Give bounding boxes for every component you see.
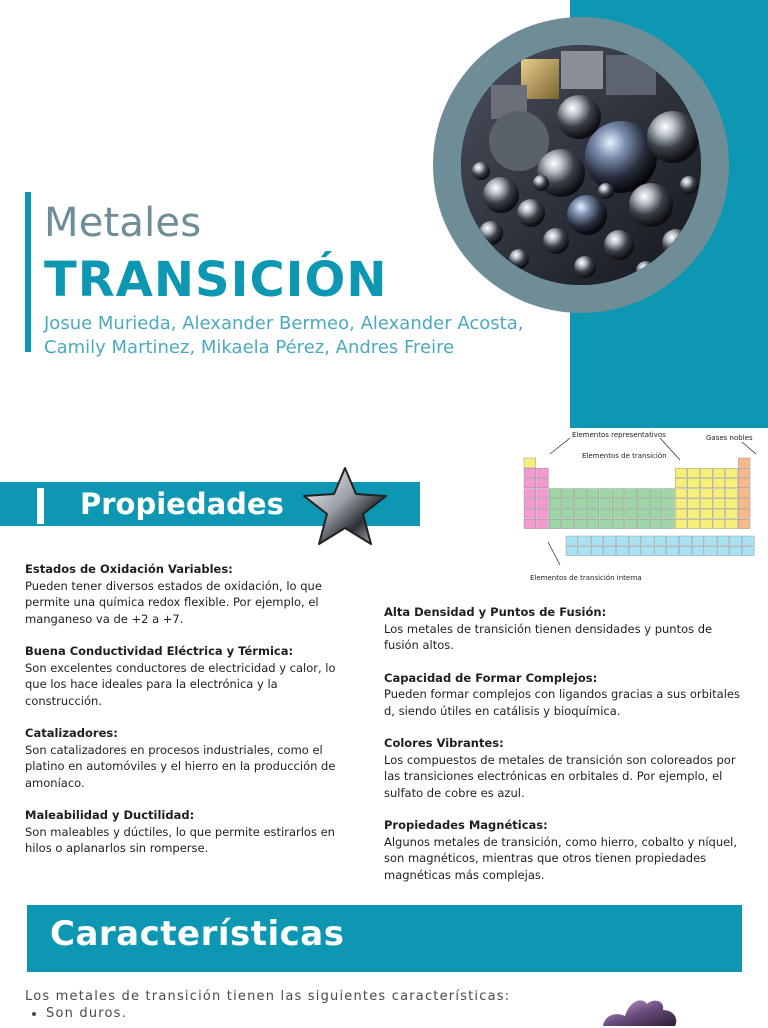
propiedades-heading: Propiedades [80,487,284,521]
caracteristicas-list [32,1006,127,1021]
propiedad-heading: Alta Densidad y Puntos de Fusión: [384,605,607,619]
periodic-cell [579,546,591,555]
periodic-cell [524,509,536,518]
periodic-cell [713,509,725,518]
periodic-cell [604,546,616,555]
periodic-cell [574,499,586,508]
periodic-cell [692,546,704,555]
periodic-cell [637,499,649,508]
periodic-cell [642,546,654,555]
metal-photo-frame [433,17,729,313]
periodic-cell [688,499,700,508]
propiedades-accent-tick [37,488,44,524]
periodic-cell [537,468,549,477]
metal-spheres-image [461,45,701,285]
propiedad-item [25,643,347,709]
propiedad-item [384,735,744,801]
periodic-cell [537,519,549,528]
periodic-cell [726,468,738,477]
propiedad-text: Algunos metales de transición, como hierro, cobalto y níquel, son magnéticos, mientras que otros tienen propiedades magnéticas más complejas. [384,834,738,882]
periodic-cell [742,536,754,545]
propiedad-item [384,817,744,883]
periodic-cell [738,478,750,487]
propiedad-item [384,604,744,654]
periodic-cell [688,468,700,477]
periodic-cell [600,509,612,518]
periodic-cell [705,536,717,545]
periodic-cell [574,509,586,518]
periodic-cell [730,536,742,545]
periodic-cell [642,536,654,545]
periodic-cell [738,509,750,518]
periodic-cell [679,536,691,545]
periodic-cell [524,478,536,487]
periodic-table-diagram [520,428,768,588]
periodic-cell [730,546,742,555]
periodic-cell [587,519,599,528]
periodic-cell [654,536,666,545]
periodic-cell [587,499,599,508]
propiedad-text: Pueden formar complejos con ligandos gracias a sus orbitales d, siendo útiles en catálisis y bioquímica. [384,687,740,718]
periodic-cell [654,546,666,555]
periodic-cell [587,489,599,498]
periodic-cell [562,509,574,518]
propiedad-text: Son maleables y dúctiles, lo que permite estirarlos en hilos o aplanarlos sin romperse. [25,824,335,855]
periodic-cell [726,478,738,487]
periodic-cell [524,468,536,477]
authors: Josue Murieda, Alexander Bermeo, Alexander Acosta, Camily Martinez, Mikaela Pérez, Andres Freire [44,313,524,358]
periodic-cell [688,489,700,498]
periodic-cell [738,519,750,528]
periodic-cell [625,499,637,508]
periodic-cell [591,546,603,555]
periodic-cell [738,468,750,477]
periodic-cell [650,519,662,528]
periodic-cell [524,519,536,528]
propiedad-text: Son catalizadores en procesos industriales, como el platino en automóviles y el hierro en la producción de amoníaco. [25,742,336,790]
propiedad-heading: Propiedades Magnéticas: [384,818,548,832]
periodic-cell [637,509,649,518]
periodic-cell [663,499,675,508]
periodic-cell [574,519,586,528]
periodic-cell [663,509,675,518]
periodic-cell [717,546,729,555]
periodic-cell [667,536,679,545]
periodic-cell [692,536,704,545]
propiedad-heading: Catalizadores: [25,726,118,740]
periodic-cell [675,519,687,528]
periodic-cell [650,509,662,518]
periodic-cell [713,468,725,477]
periodic-cell [524,489,536,498]
periodic-cell [600,519,612,528]
periodic-cell [612,499,624,508]
periodic-cell [688,478,700,487]
propiedades-left-column [25,561,347,873]
periodic-cell [726,499,738,508]
propiedad-item [25,807,347,857]
periodic-cell [705,546,717,555]
title-accent-bar [25,192,31,352]
periodic-cell [700,468,712,477]
periodic-cell [587,509,599,518]
periodic-cell [549,489,561,498]
periodic-cell [679,546,691,555]
label-transicion-interna: Elementos de transición interna [530,574,642,582]
propiedad-item [25,561,347,627]
periodic-cell [700,519,712,528]
title-main: TRANSICIÓN [44,252,388,308]
periodic-cell [637,519,649,528]
periodic-cell [663,519,675,528]
periodic-cell [524,499,536,508]
periodic-cell [616,546,628,555]
periodic-cell [537,509,549,518]
propiedad-heading: Buena Conductividad Eléctrica y Térmica: [25,644,294,658]
caracteristicas-heading: Características [50,914,345,954]
periodic-cell [675,509,687,518]
periodic-cell [612,519,624,528]
propiedades-right-column [384,604,744,899]
liquid-metal-icon [595,988,685,1028]
periodic-cell [537,499,549,508]
periodic-cell [600,499,612,508]
propiedad-heading: Estados de Oxidación Variables: [25,562,233,576]
label-representativos: Elementos representativos [572,431,666,439]
periodic-cell [700,509,712,518]
periodic-cell [549,499,561,508]
periodic-cell [675,489,687,498]
periodic-cell [604,536,616,545]
periodic-cell [524,458,536,467]
periodic-cell [562,489,574,498]
periodic-cell [637,489,649,498]
periodic-cell [726,519,738,528]
periodic-cell [574,489,586,498]
title-small: Metales [44,200,202,246]
periodic-cell [566,546,578,555]
periodic-cell [537,489,549,498]
periodic-cell [738,499,750,508]
caracteristicas-intro: Los metales de transición tienen las siguientes características: [25,989,511,1004]
periodic-cell [675,468,687,477]
periodic-cell [713,478,725,487]
propiedad-text: Son excelentes conductores de electricidad y calor, lo que los hace ideales para la electrónica y la construcción. [25,660,336,708]
periodic-cell [688,509,700,518]
periodic-cell [738,489,750,498]
propiedad-text: Pueden tener diversos estados de oxidación, lo que permite una química redox flexible. Por ejemplo, el manganeso va de +2 a +7. [25,578,322,626]
periodic-cell [629,536,641,545]
periodic-cell [591,536,603,545]
periodic-cell [650,499,662,508]
periodic-cell [717,536,729,545]
periodic-cell [579,536,591,545]
periodic-cell [675,499,687,508]
periodic-cell [612,489,624,498]
periodic-cell [566,536,578,545]
label-transicion: Elementos de transición [582,452,667,460]
periodic-cell [625,519,637,528]
periodic-cell [625,509,637,518]
periodic-cell [742,546,754,555]
propiedad-item [25,725,347,791]
propiedad-heading: Colores Vibrantes: [384,736,504,750]
periodic-cell [713,489,725,498]
periodic-cell [625,489,637,498]
periodic-cell [549,509,561,518]
propiedad-heading: Maleabilidad y Ductilidad: [25,808,195,822]
periodic-cell [700,499,712,508]
propiedad-item [384,670,744,720]
periodic-cell [667,546,679,555]
periodic-cell [726,509,738,518]
periodic-cell [675,478,687,487]
periodic-cell [726,489,738,498]
periodic-cell [700,478,712,487]
periodic-cell [688,519,700,528]
propiedad-heading: Capacidad de Formar Complejos: [384,670,598,685]
star-icon [300,464,390,548]
periodic-cell [738,458,750,467]
propiedad-text: Los compuestos de metales de transición son coloreados por las transiciones electrónicas en orbitales d. Por ejemplo, el sulfato de cobre es azul. [384,752,736,800]
periodic-cell [713,519,725,528]
periodic-cell [616,536,628,545]
periodic-cell [713,499,725,508]
periodic-cell [537,478,549,487]
periodic-cell [663,489,675,498]
periodic-cell [562,519,574,528]
list-item: • Son duros. [46,1006,127,1021]
periodic-cell [700,489,712,498]
periodic-cell [600,489,612,498]
periodic-cell [562,499,574,508]
periodic-cell [629,546,641,555]
label-gases-nobles: Gases nobles [706,434,753,442]
propiedad-text: Los metales de transición tienen densidades y puntos de fusión altos. [384,621,713,652]
periodic-cell [549,519,561,528]
periodic-cell [612,509,624,518]
periodic-cell [650,489,662,498]
